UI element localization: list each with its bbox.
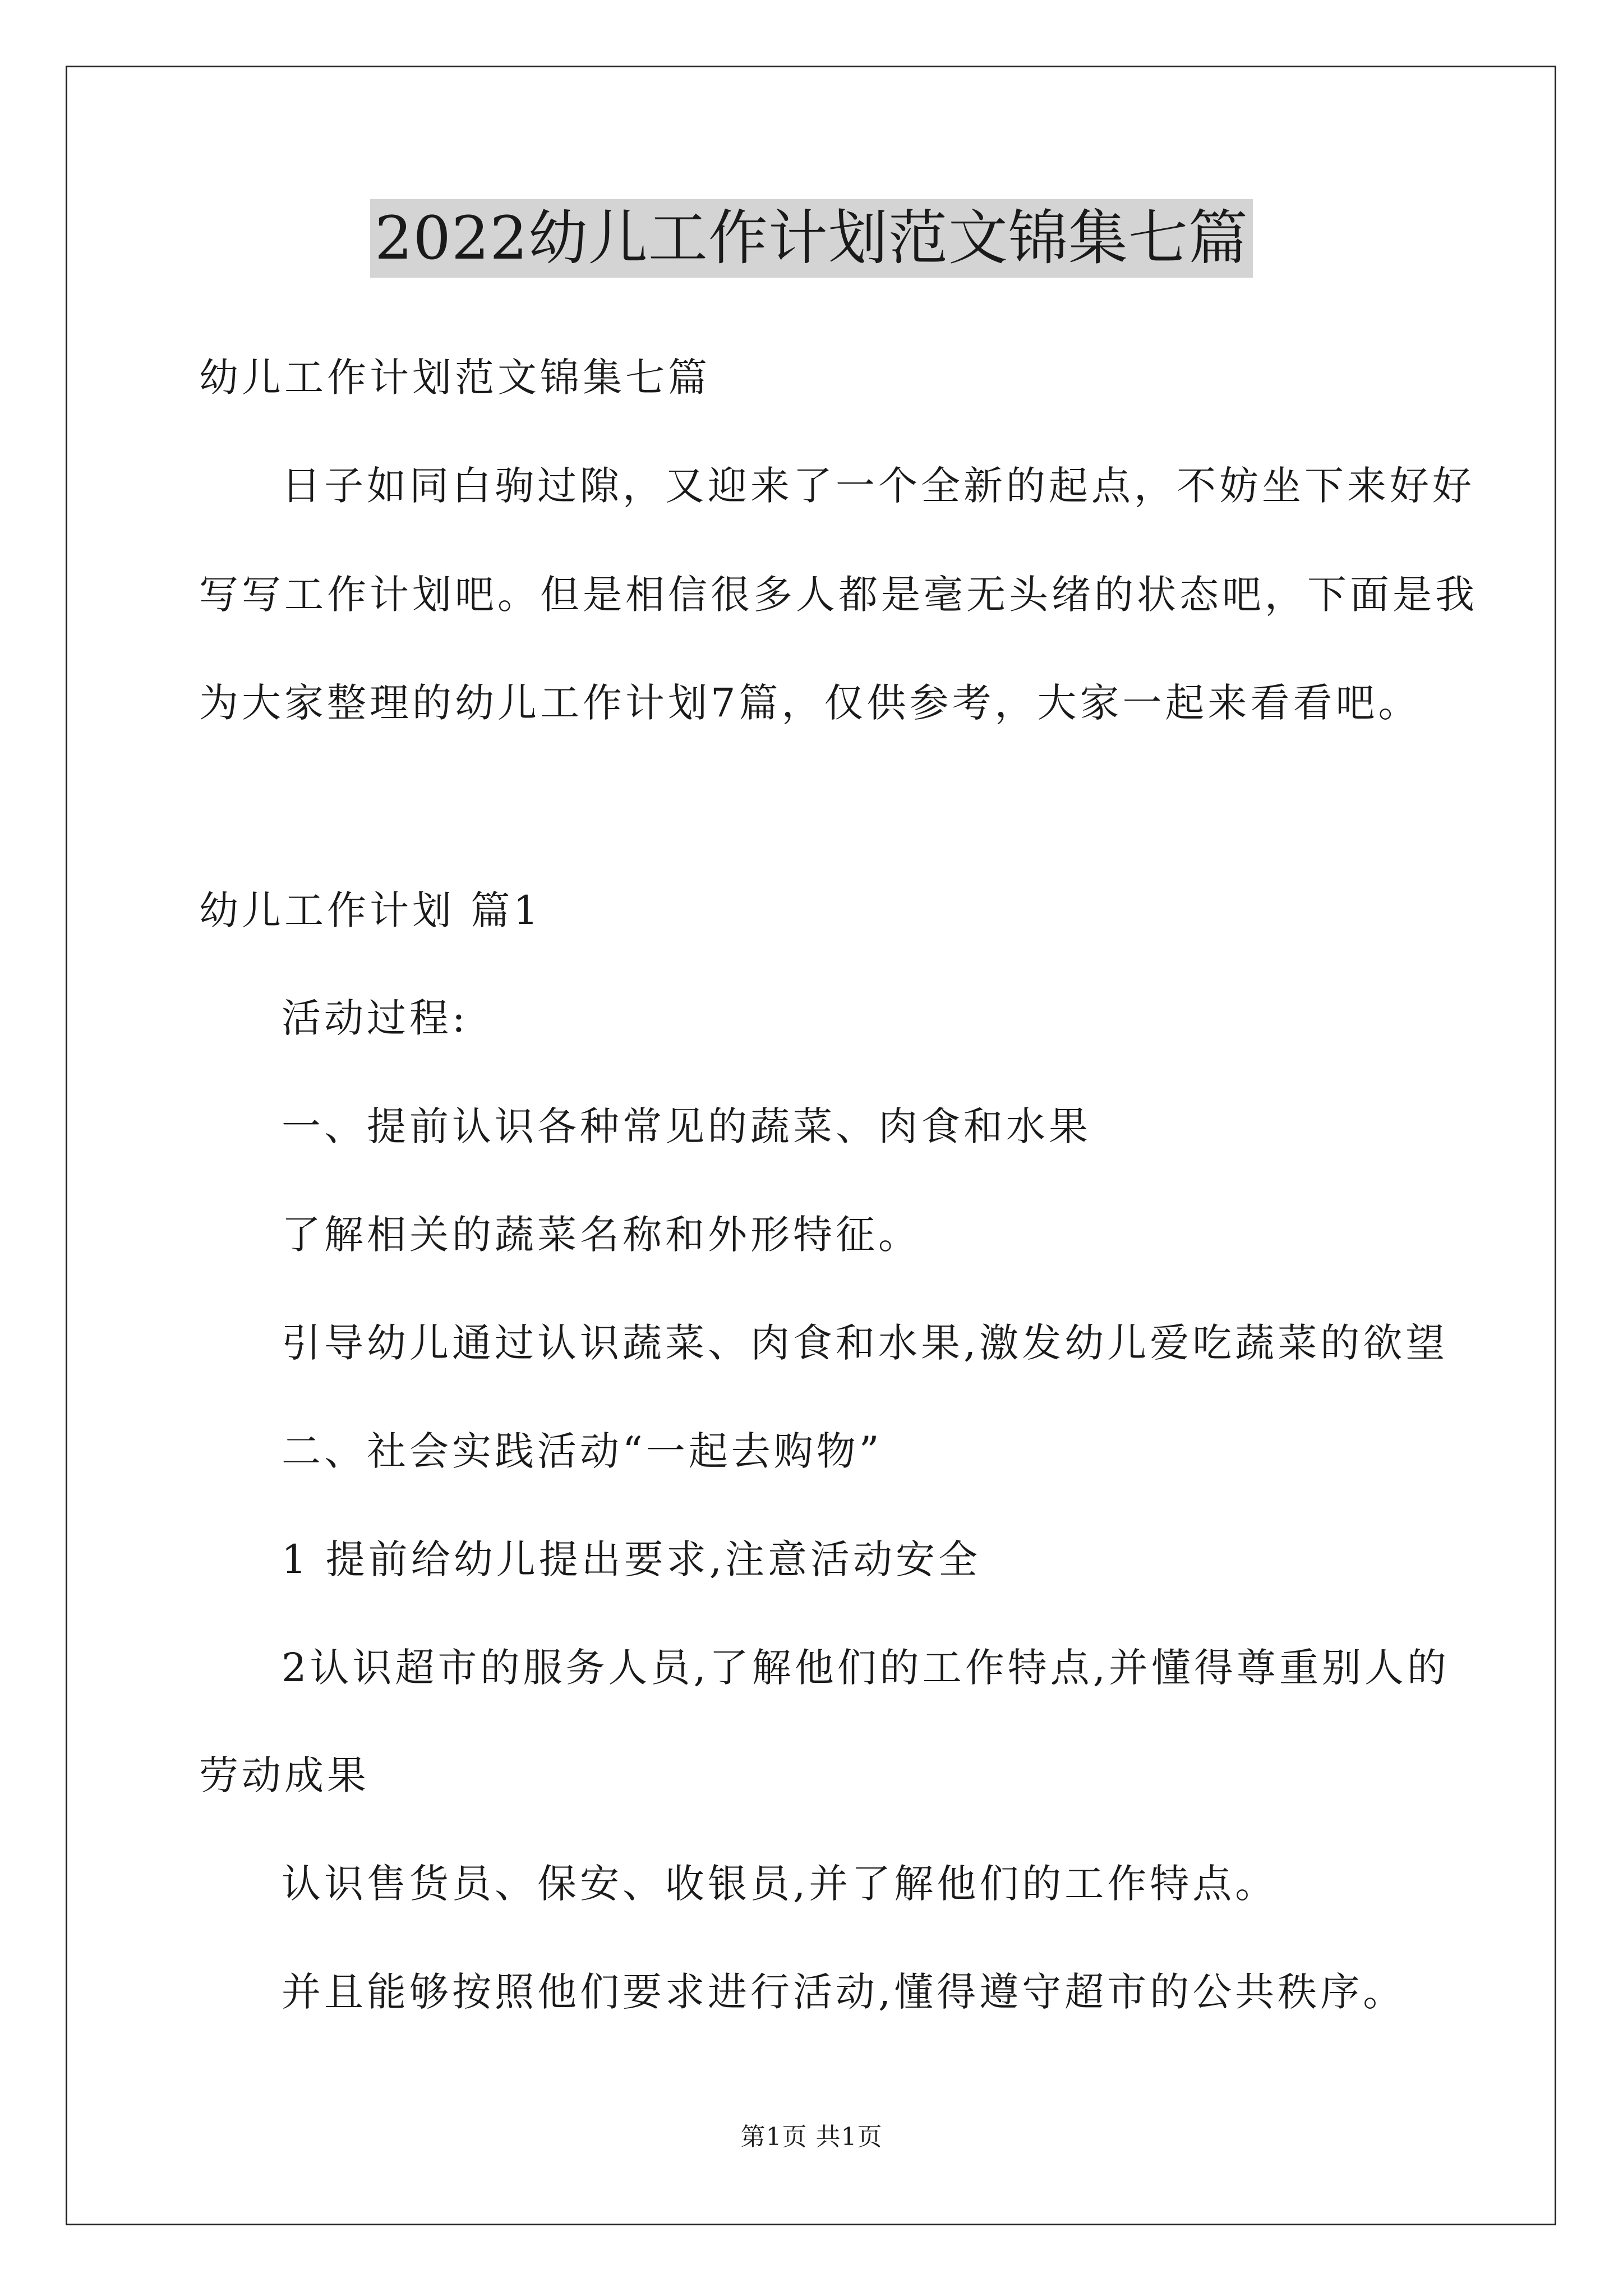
- paragraph-line: 并且能够按照他们要求进行活动,懂得遵守超市的公共秩序。: [282, 1969, 1406, 2015]
- paragraph-line: 一、提前认识各种常见的蔬菜、肉食和水果: [282, 1103, 1091, 1149]
- subtitle-line: 幼儿工作计划范文锦集七篇: [199, 355, 711, 401]
- paragraph-line: 活动过程:: [282, 995, 469, 1041]
- section-heading: 幼儿工作计划 篇1: [199, 887, 542, 933]
- intro-line-3: 为大家整理的幼儿工作计划7篇，仅供参考，大家一起来看看吧。: [199, 680, 1421, 726]
- intro-line-2: 写写工作计划吧。但是相信很多人都是毫无头绪的状态吧，下面是我: [199, 572, 1478, 618]
- paragraph-line: 2认识超市的服务人员,了解他们的工作特点,并懂得尊重别人的: [282, 1645, 1450, 1691]
- intro-line-1: 日子如同白驹过隙，又迎来了一个全新的起点，不妨坐下来好好: [282, 463, 1475, 509]
- paragraph-line: 认识售货员、保安、收银员,并了解他们的工作特点。: [282, 1861, 1278, 1907]
- paragraph-line: 引导幼儿通过认识蔬菜、肉食和水果,激发幼儿爱吃蔬菜的欲望: [282, 1320, 1449, 1366]
- document-title: 2022幼儿工作计划范文锦集七篇: [370, 199, 1253, 278]
- paragraph-line: 二、社会实践活动“一起去购物”: [282, 1428, 883, 1474]
- paragraph-line: 劳动成果: [199, 1752, 370, 1798]
- page-footer: 第1页 共1页: [740, 2123, 883, 2151]
- paragraph-line: 1 提前给幼儿提出要求,注意活动安全: [282, 1536, 981, 1582]
- title-container: [0, 199, 1623, 278]
- paragraph-line: 了解相关的蔬菜名称和外形特征。: [282, 1212, 921, 1258]
